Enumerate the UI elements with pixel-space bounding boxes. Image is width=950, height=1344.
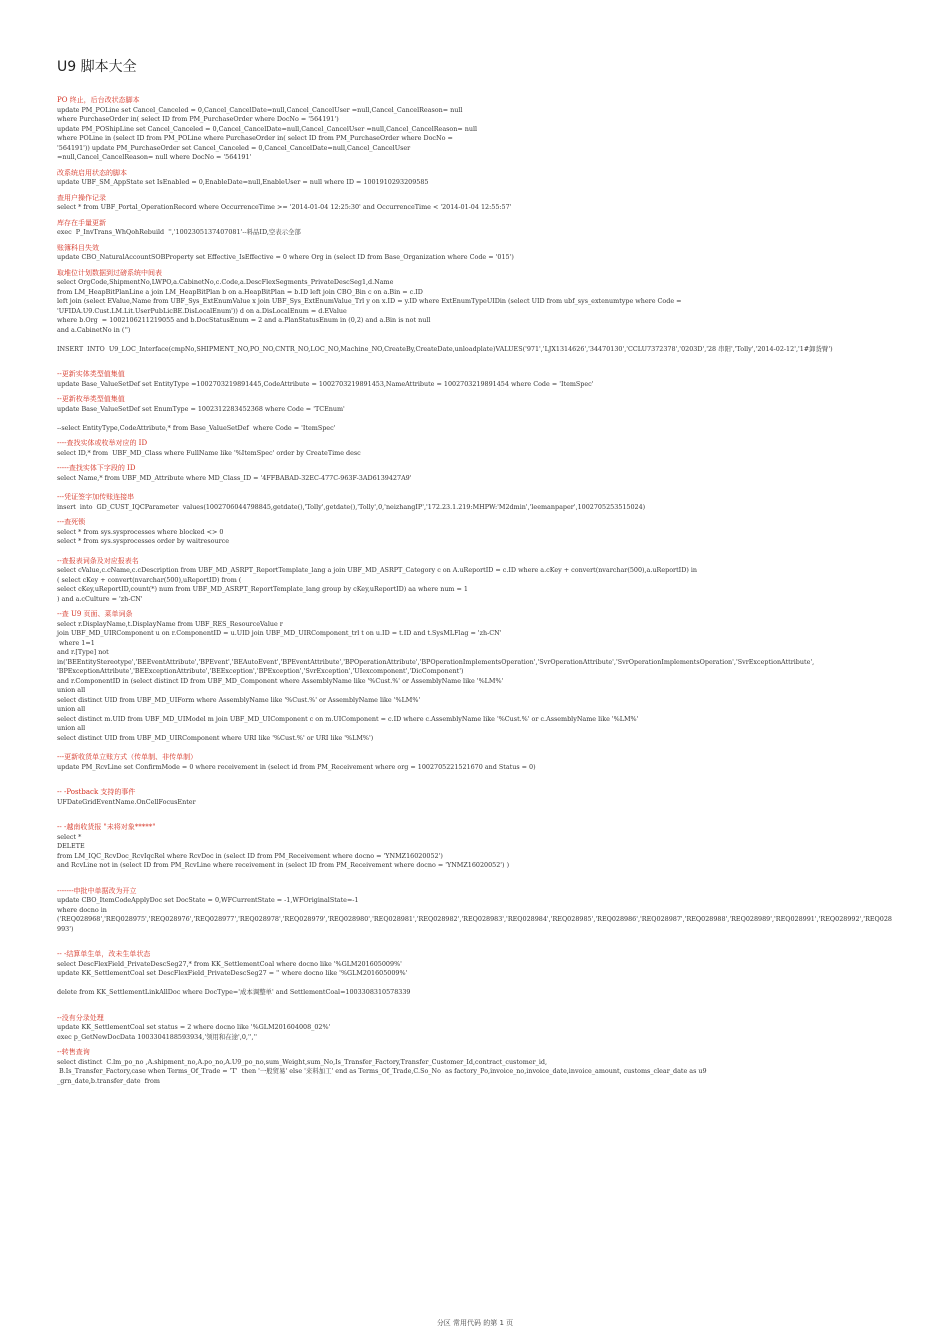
section-find-attribute-id [57, 464, 919, 483]
code-block: select OrgCode,ShipmentNo,LWPO,a.CabinetNo,c.Code,a.DescFlexSegments_PrivateDescSeg1,d.Name from LM_HeapBitPlanLine a join LM_HeapBitPlan b on a.HeapBitPlan = b.ID left join CBO_Bin c on a.Bin = c.ID left join (select EValue,Name from UBF_Sys_ExtEnumValue x join UBF_Sys_ExtEnumValue_Trl y on x.ID = y.ID where ExtEnumTypeUIDin (select UID from ubf_sys_extenumtype where Code = 'UFIDA.U9.Cust.LM.Lit.UserPubLicBE.DisLocalEnum')) d on a.DisLocalEnum = d.EValue where b.Org = 1002106211219055 and b.DocStatusEnum = 2 and a.PlanStatusEnum in (0,2) and a.Bin is not null and a.CabinetNo in ('') INSERT INTO U9_LOC_Interface(cmpNo,SHIPMENT_NO,PO_NO,CNTR_NO,LOC_NO,Machine_NO,CreateBy,CreateDate,unloadplate)VALUES('971','LJX1314626','34470130','CCLU7372378','0203D','28 串阳','Tolly','2014-02-12','1#卸货臂') [57, 278, 833, 353]
code-block: update CBO_ItemCodeApplyDoc set DocState = 0,WFCurrentState = -1,WFOriginalState=-1 where docno in ('REQ028968','REQ028975','REQ028976','REQ028977','REQ028978','REQ028979','REQ028980','REQ028981','REQ028982','REQ028983','REQ028984','REQ028985','REQ028986','REQ028987','REQ028988','REQ028989','REQ028991','REQ028992','REQ028 993') [57, 896, 892, 933]
document-body [57, 96, 919, 1086]
page-title: U9 脚本大全 [57, 59, 137, 75]
section-heading: PO 终止，后台改状态脚本 [57, 96, 140, 104]
section-inventory-rebuild [57, 219, 919, 238]
code-block: select ID,* from UBF_MD_Class where FullName like '%ItemSpec' order by CreateTime desc [57, 448, 361, 457]
section-ui-terms [57, 610, 919, 743]
section-settlement [57, 950, 919, 998]
code-block: UFDateGridEventName.OnCellFocusEnter [57, 797, 196, 806]
section-entity-valueset [57, 370, 919, 389]
code-block: update PM_RcvLine set ConfirmMode = 0 where receivement in (select id from PM_Receivement where org = 1002705221521670 and Status = 0) [57, 762, 536, 771]
section-heap-plan [57, 269, 919, 355]
code-block: select * from sys.sysprocesses where blocked <> 0 select * from sys.sysprocesses order by waitresource [57, 527, 230, 545]
code-block: update Base_ValueSetDef set EntityType =1002703219891445,CodeAttribute = 1002703219891453,NameAttribute = 1002703219891454 where Code = 'ItemSpec' [57, 379, 594, 388]
section-vietnam-receipt [57, 823, 919, 871]
section-account-invalid [57, 244, 919, 263]
section-find-entity-id [57, 439, 919, 458]
section-heading: 账簿科目失效 [57, 243, 99, 252]
section-heading: --没有分录处理 [57, 1013, 104, 1022]
section-heading: --更新枚举类型值集值 [57, 395, 125, 403]
code-block: select r.DisplayName,t.DisplayName from UBF_RES_ResourceValue r join UBF_MD_UIRComponent u on r.ComponentID = u.UID join UBF_MD_UIRComponent_trl t on u.ID = t.ID and t.SysMLFlag = 'zh-CN' where 1=1 and r.[Type] not in('BEEntityStereotype','BEEventAttribute','BPEvent','BEAutoEvent','BPEventAttribute','BPOperationAttribute','BPOperationImplementsOperation','SvrOperationAttribute','SvrOperationImplementsOperation','SvrExceptionAttribute', 'BPExceptionAttribute','BEExceptionAttribute','BEException','BPException','SvrException','UIexcomponent','DicComponent') and r.ComponentID in (select distinct ID from UBF_MD_Component where AssemblyName like '%Cust.%' or AssemblyName like '%LM%' union all select distinct UID from UBF_MD_UIForm where AssemblyName like '%Cust.%' or AssemblyName like '%LM%' union all select distinct m.UID from UBF_MD_UIModel m join UBF_MD_UIComponent c on m.UIComponent = c.ID where c.AssemblyName like '%Cust.%' or c.AssemblyName like '%LM%' union all select distinct UID from UBF_MD_UIRComponent where URI like '%Cust.%' or URI like '%LM%') [57, 619, 815, 742]
section-heading: 库存在手量更新 [57, 218, 106, 227]
code-block: select * DELETE from LM_IQC_RcvDoc_RcvIqcRel where RcvDoc in (select ID from PM_Receivement where docno = 'YNMZ16020052') and RcvLine not in (select ID from PM_RcvLine where receivement in (select ID from PM_Receivement where docno = 'YNMZ16020052') ) [57, 832, 510, 869]
section-heading: -- -越南收货报 "未将对象*****" [57, 823, 156, 831]
section-heading: -------申批中单据改为开立 [57, 886, 137, 895]
code-block: update KK_SettlementCoal set status = 2 where docno like '%GLM201604008_02%' exec p_GetNewDocData 1003304188593934,'领用和在途',0,'','' [57, 1023, 331, 1041]
section-heading: ---查死锁 [57, 518, 86, 526]
section-heading: --查 U9 页面、菜单词条 [57, 610, 133, 618]
section-app-state [57, 169, 919, 188]
code-block: update UBF_SM_AppState set IsEnabled = 0,EnableDate=null,EnableUser = null where ID = 1001910293209585 [57, 178, 429, 186]
page-footer: 分区 常用代码 的第 1 页 [436, 1319, 514, 1327]
section-voucher-connection [57, 493, 919, 512]
code-block: select DescFlexField_PrivateDescSeg27,* from KK_SettlementCoal where docno like '%GLM201605009%' update KK_SettlementCoal set DescFlexField_PrivateDescSeg27 = '' where docno like '%GLM201605009%' delete from KK_SettlementLinkAllDoc where DocType='成本调整单' and SettlementCoal=1003308310578339 [57, 959, 411, 996]
code-block: select Name,* from UBF_MD_Attribute where MD_Class_ID = '4FFBABAD-32EC-477C-963F-3AD6139427A9' [57, 473, 412, 482]
section-heading: -- -结算单生单，改未生单状态 [57, 950, 151, 958]
section-heading: 改系统启用状态的脚本 [57, 168, 127, 177]
section-heading: --查报表词条及对应报表名 [57, 556, 139, 565]
section-report-terms [57, 557, 919, 605]
section-postback-events [57, 788, 919, 807]
code-block: select cValue,c.cName,c.cDescription from UBF_MD_ASRPT_ReportTemplate_lang a join UBF_MD_ASRPT_Category c on A.uReportID = c.ID where a.cKey + convert(nvarchar(500),a.uReportID) in ( select cKey + convert(nvarchar(500),uReportID) from ( select cKey,uReportID,count(*) num from UBF_MD_ASRPT_ReportTemplate_lang group by cKey,uReportID) aa where num = 1 ) and a.cCulture = 'zh-CN' [57, 566, 698, 603]
code-block: insert into GD_CUST_IQCParameter values(1002706044798845,getdate(),'Tolly',getdate(),'Tolly',0,'neizhangIP','172.23.1.219:MHPW:'M2dmin','leemanpaper',1002705253515024) [57, 502, 646, 511]
section-deadlock [57, 518, 919, 547]
section-po-terminate [57, 96, 919, 163]
section-enum-valueset [57, 395, 919, 433]
section-heading: ---更新收货单立账方式（传单制、非传单制） [57, 753, 198, 761]
code-block: update Base_ValueSetDef set EnumType = 1002312283452368 where Code = 'TCEnum' --select EntityType,CodeAttribute,* from Base_ValueSetDef where Code = 'ItemSpec' [57, 404, 345, 432]
section-heading: -- -Postback 支持的事件 [57, 788, 136, 796]
section-no-entry [57, 1014, 919, 1043]
section-resale-query [57, 1048, 919, 1086]
section-heading: -----查找实体下字段的 ID [57, 464, 136, 472]
code-block: select * from UBF_Portal_OperationRecord where OccurrenceTime >= '2014-01-04 12:25:30' and OccurrenceTime < '2014-01-04 12:55:57' [57, 203, 512, 211]
code-block: update CBO_NaturalAccountSOBProperty set Effective_IsEffective = 0 where Org in (select ID from Base_Organization where Code = '015') [57, 253, 514, 261]
section-approval-reset [57, 887, 919, 935]
section-heading: 查用户操作记录 [57, 193, 106, 202]
section-heading: 取堆位计划数据到过磅系统中间表 [57, 268, 162, 277]
section-heading: ----查找实体或枚举对应的 ID [57, 439, 148, 447]
code-block: update PM_POLine set Cancel_Canceled = 0,Cancel_CancelDate=null,Cancel_CancelUser =null,Cancel_CancelReason= null where PurchaseOrder in( select ID from PM_PurchaseOrder where DocNo = '564191') update PM_POShipLine set Cancel_Canceled = 0,Cancel_CancelDate=null,Cancel_CancelUser =null,Cancel_CancelReason= null where POLine in (select ID from PM_POLine where PurchaseOrder in( select ID from PM_PurchaseOrder where DocNo = '564191')) update PM_PurchaseOrder set Cancel_Canceled = 0,Cancel_CancelDate=null,Cancel_CancelUser =null,Cancel_CancelReason= null where DocNo = '564191' [57, 105, 478, 161]
code-block: exec P_InvTrans_WhQohRebuild '','1002305137407081'--料品ID,空表示全部 [57, 228, 301, 236]
section-heading: --转售查询 [57, 1048, 90, 1056]
section-heading: --更新实体类型值集值 [57, 370, 125, 378]
section-rcv-confirm-mode [57, 753, 919, 772]
code-block: select distinct C.lm_po_no ,A.shipment_no,A.po_no,A.U9_po_no,sum_Weight,sum_No,Is_Transfer_Factory,Transfer_Customer_Id,contract_customer_id, B.Is_Transfer_Factory,case when Terms_Of_Trade = 'T' then '一般贸易' else '来料加工' end as Terms_Of_Trade,C.So_No as factory_Po,invoice_no,invoice_date,invoice_amount, customs_clear_date as u9 _grn_date,b.transfer_date from [57, 1057, 707, 1085]
section-operation-record [57, 194, 919, 213]
section-heading: ---凭证签字加传账连接串 [57, 493, 135, 501]
